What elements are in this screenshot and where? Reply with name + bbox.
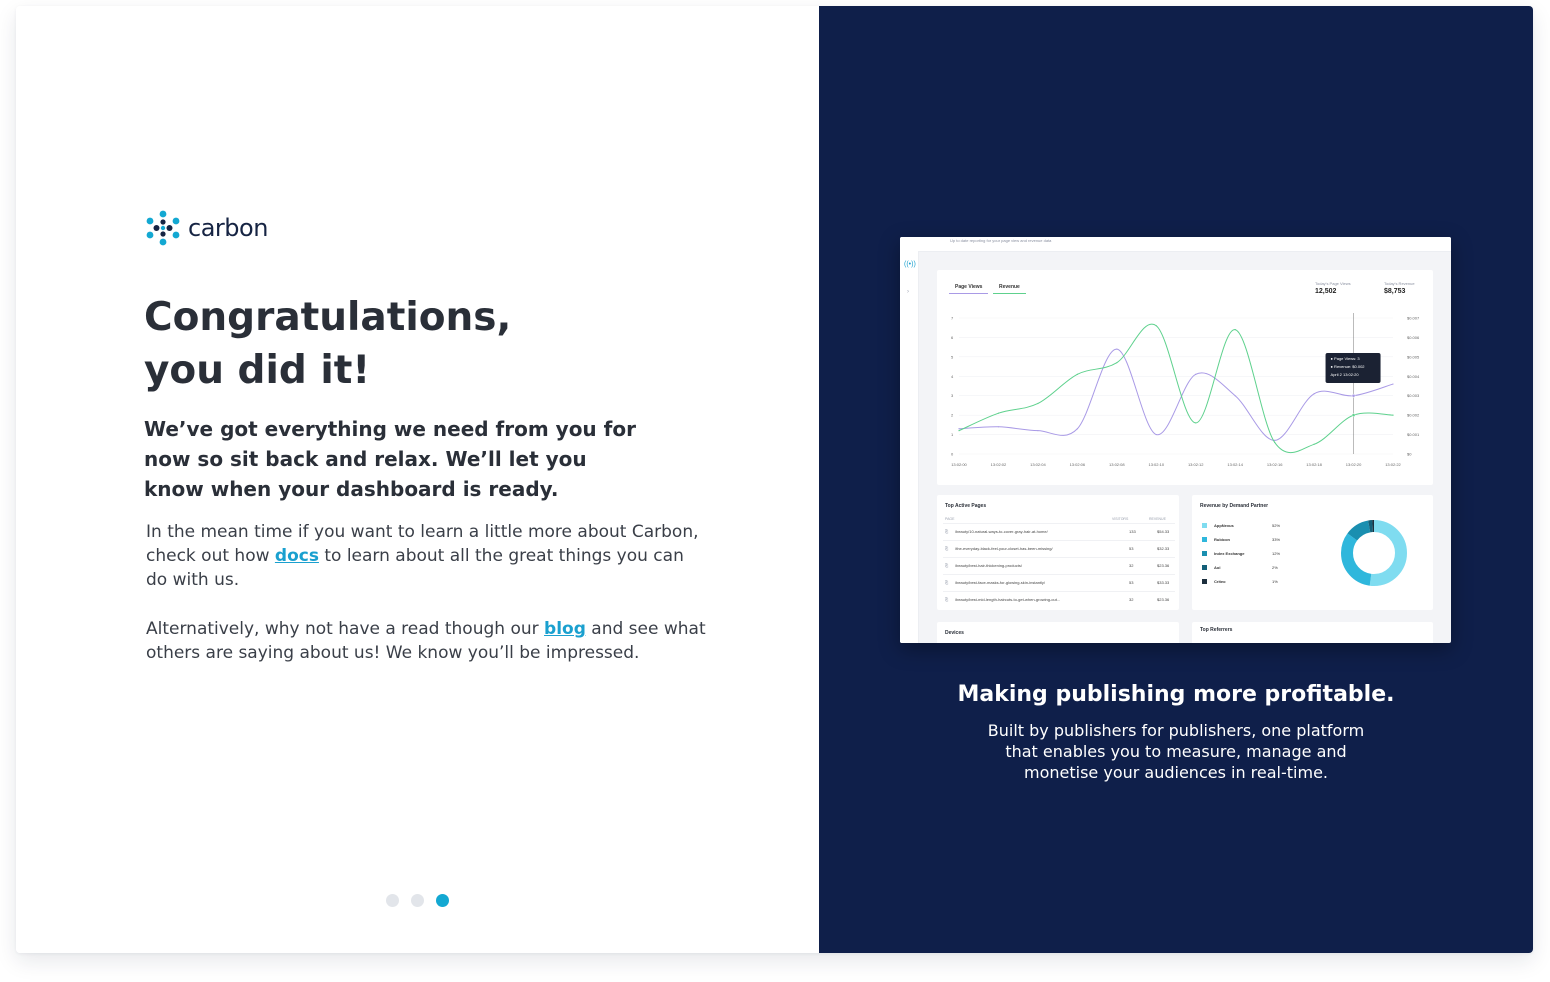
x-tick-label: 13:02:20 [1345,462,1362,467]
tab-revenue[interactable]: Revenue [993,284,1026,294]
table-row[interactable] [943,574,1175,591]
y-tick-label: 6 [951,334,954,340]
y2-tick-label: $0.003 [1407,393,1420,399]
legend-pct: 33% [1272,537,1281,542]
x-tick-label: 13:02:16 [1266,462,1283,467]
y2-tick-label: $0.004 [1407,373,1420,379]
donut-chart [1334,513,1414,593]
copy-icon: ⎘ [945,597,949,602]
y-tick-label: 1 [951,432,954,438]
carbon-logo [144,209,268,247]
chevron-right-icon: › [907,289,909,295]
blog-text-after: and see what others are saying about us! We know you’ll be impressed. [146,619,706,663]
pager-dot-1[interactable] [386,894,399,907]
copy-icon: ⎘ [945,546,949,551]
page-url: /the-everyday-black-feel-your-closet-has-been-missing/ [955,546,1053,551]
legend-swatch [1202,523,1207,528]
docs-paragraph [146,520,706,592]
docs-text-before: In the mean time if you want to learn a little more about Carbon, check out how [146,522,699,566]
data-point [1116,348,1117,349]
data-point [1195,374,1196,375]
right-panel [819,6,1533,953]
x-tick-label: 13:02:10 [1148,462,1165,467]
legend-swatch [1202,537,1207,542]
blog-paragraph [146,617,706,665]
stat-value: $8,753 [1384,288,1406,295]
preview-topbar [900,237,1451,252]
table-row[interactable] [943,540,1175,557]
tagline-description: Built by publishers for publishers, one platform that enables you to measure, manage and monetise your audiences in real-time. [987,721,1365,782]
headline-line-1: Congratulations, [144,295,512,340]
data-point [1235,395,1236,396]
stat-label: Today's Page Views [1315,281,1351,286]
page-url: /beauty/10-natural-ways-to-cover-gray-hair-at-home/ [955,529,1048,534]
copy-icon: ⎘ [945,563,949,568]
page-visitors: 32 [1129,563,1134,568]
data-point [1037,403,1038,404]
table-row[interactable] [943,591,1175,608]
page-url: /beauty/best-hair-thickening-products/ [955,563,1022,568]
subheading: We’ve got everything we need from you for now so sit back and relax. We’ll let you know when your dashboard is ready. [144,417,636,501]
x-tick-label: 13:02:12 [1187,462,1204,467]
y2-tick-label: $0.005 [1407,354,1420,360]
docs-text-after: to learn about all the great things you can do with us. [146,546,684,590]
carousel-pager [386,894,449,907]
data-point [1116,362,1117,363]
dashboard-preview [900,237,1451,643]
series-line-revenue [959,324,1393,452]
page-title [144,291,704,397]
table-row[interactable] [943,557,1175,574]
y-tick-label: 4 [951,373,954,379]
hover-point [1352,394,1355,397]
pager-dot-2[interactable] [411,894,424,907]
devices-panel [937,622,1179,643]
y-tick-label: 2 [951,412,954,418]
y2-tick-label: $0.007 [1407,315,1420,321]
data-point [998,426,999,427]
tooltip-line: ● Page Views: 3 [1330,356,1360,361]
data-point [1077,428,1078,429]
top-pages-title: Top Active Pages [945,503,987,509]
table-row[interactable] [943,523,1175,540]
data-point [1077,374,1078,375]
page-visitors: 32 [1129,597,1134,602]
page-revenue: $23.36 [1157,563,1170,568]
y-tick-label: 3 [951,393,954,399]
brand-name: carbon [188,214,268,242]
legend-swatch [1202,565,1207,570]
page-revenue: $23.36 [1157,597,1170,602]
legend-swatch [1202,551,1207,556]
referrers-title: Top Referrers [1200,627,1233,633]
preview-topbar-text: Up to date reporting for your page view and revenue data [950,238,1052,243]
y-tick-label: 5 [951,354,954,360]
y2-tick-label: $0.002 [1407,412,1420,418]
page-url: /beauty/best-mid-length-haircuts-to-get-when-growing-out... [955,597,1061,602]
data-point [958,430,959,431]
headline-line-2: you did it! [144,348,371,393]
copy-icon: ⎘ [945,529,949,534]
y-tick-label: 0 [951,451,954,457]
data-point [1195,422,1196,423]
y2-tick-label: $0.001 [1407,432,1420,438]
x-tick-label: 13:02:18 [1306,462,1322,467]
data-point [1274,442,1275,443]
x-tick-label: 13:02:22 [1385,462,1401,467]
page-visitors: 53 [1129,580,1134,585]
legend-name: Rubicon [1214,537,1230,542]
demand-partner-panel [1192,495,1433,610]
legend-pct: 12% [1272,551,1281,556]
page-url: /beauty/best-face-masks-for-glowing-skin-instantly/ [955,580,1046,585]
data-point [1313,444,1314,445]
tooltip-line: ● Revenue: $0.002 [1330,364,1365,369]
devices-title: Devices [945,630,964,636]
x-tick-label: 13:02:06 [1069,462,1086,467]
legend-pct: 52% [1272,523,1281,528]
blog-text-before: Alternatively, why not have a read though our [146,619,545,639]
legend-name: AppNexus [1214,523,1234,528]
preview-sidebar [900,251,919,643]
data-point [1313,393,1314,394]
page-visitors: 53 [1129,546,1134,551]
legend-pct: 1% [1272,579,1278,584]
page-revenue: $33.33 [1157,580,1170,585]
page-visitors: 133 [1129,529,1136,534]
legend-swatch [1202,579,1207,584]
data-point [1235,329,1236,330]
demand-partner-title: Revenue by Demand Partner [1200,503,1269,509]
hover-point [1352,414,1355,417]
line-chart [937,270,1433,485]
data-point [998,413,999,414]
blog-link[interactable]: blog [544,619,586,639]
left-panel [16,6,819,953]
y2-tick-label: $0 [1407,451,1412,457]
docs-link[interactable]: docs [274,546,319,566]
col-revenue: REVENUE [1149,517,1166,521]
data-point [1156,434,1157,435]
stat-label: Today's Revenue [1384,281,1415,286]
legend-name: Index Exchange [1214,551,1245,556]
y-tick-label: 7 [951,315,954,321]
copy-icon: ⎘ [945,580,949,585]
page-revenue: $32.33 [1157,546,1170,551]
chart-panel [937,270,1433,485]
stat-value: 12,502 [1315,288,1337,295]
col-page: PAGE [945,517,955,521]
data-point [1392,415,1393,416]
x-tick-label: 13:02:00 [951,462,967,467]
tooltip-line: April 2 13:02:20 [1330,372,1359,377]
page-revenue: $54.33 [1157,529,1170,534]
x-tick-label: 13:02:02 [990,462,1007,467]
legend-name: Criteo [1214,579,1226,584]
top-pages-panel [937,495,1179,610]
legend-name: Aol [1214,565,1221,570]
x-tick-label: 13:02:08 [1109,462,1125,467]
pager-dot-3[interactable] [436,894,449,907]
signal-icon: ((•)) [904,261,916,268]
data-point [1037,430,1038,431]
onboarding-card [16,6,1533,953]
tagline: Making publishing more profitable. [957,682,1395,707]
legend-pct: 2% [1272,565,1278,570]
x-tick-label: 13:02:14 [1227,462,1243,467]
data-point [1156,325,1157,326]
col-visitors: VISITORS [1112,517,1129,521]
tab-page-views[interactable]: Page Views [949,284,988,294]
referrers-panel [1192,622,1433,643]
y2-tick-label: $0.006 [1407,334,1420,340]
x-tick-label: 13:02:04 [1030,462,1046,467]
data-point [1392,383,1393,384]
data-point [958,428,959,429]
carbon-logo-icon [144,209,182,247]
